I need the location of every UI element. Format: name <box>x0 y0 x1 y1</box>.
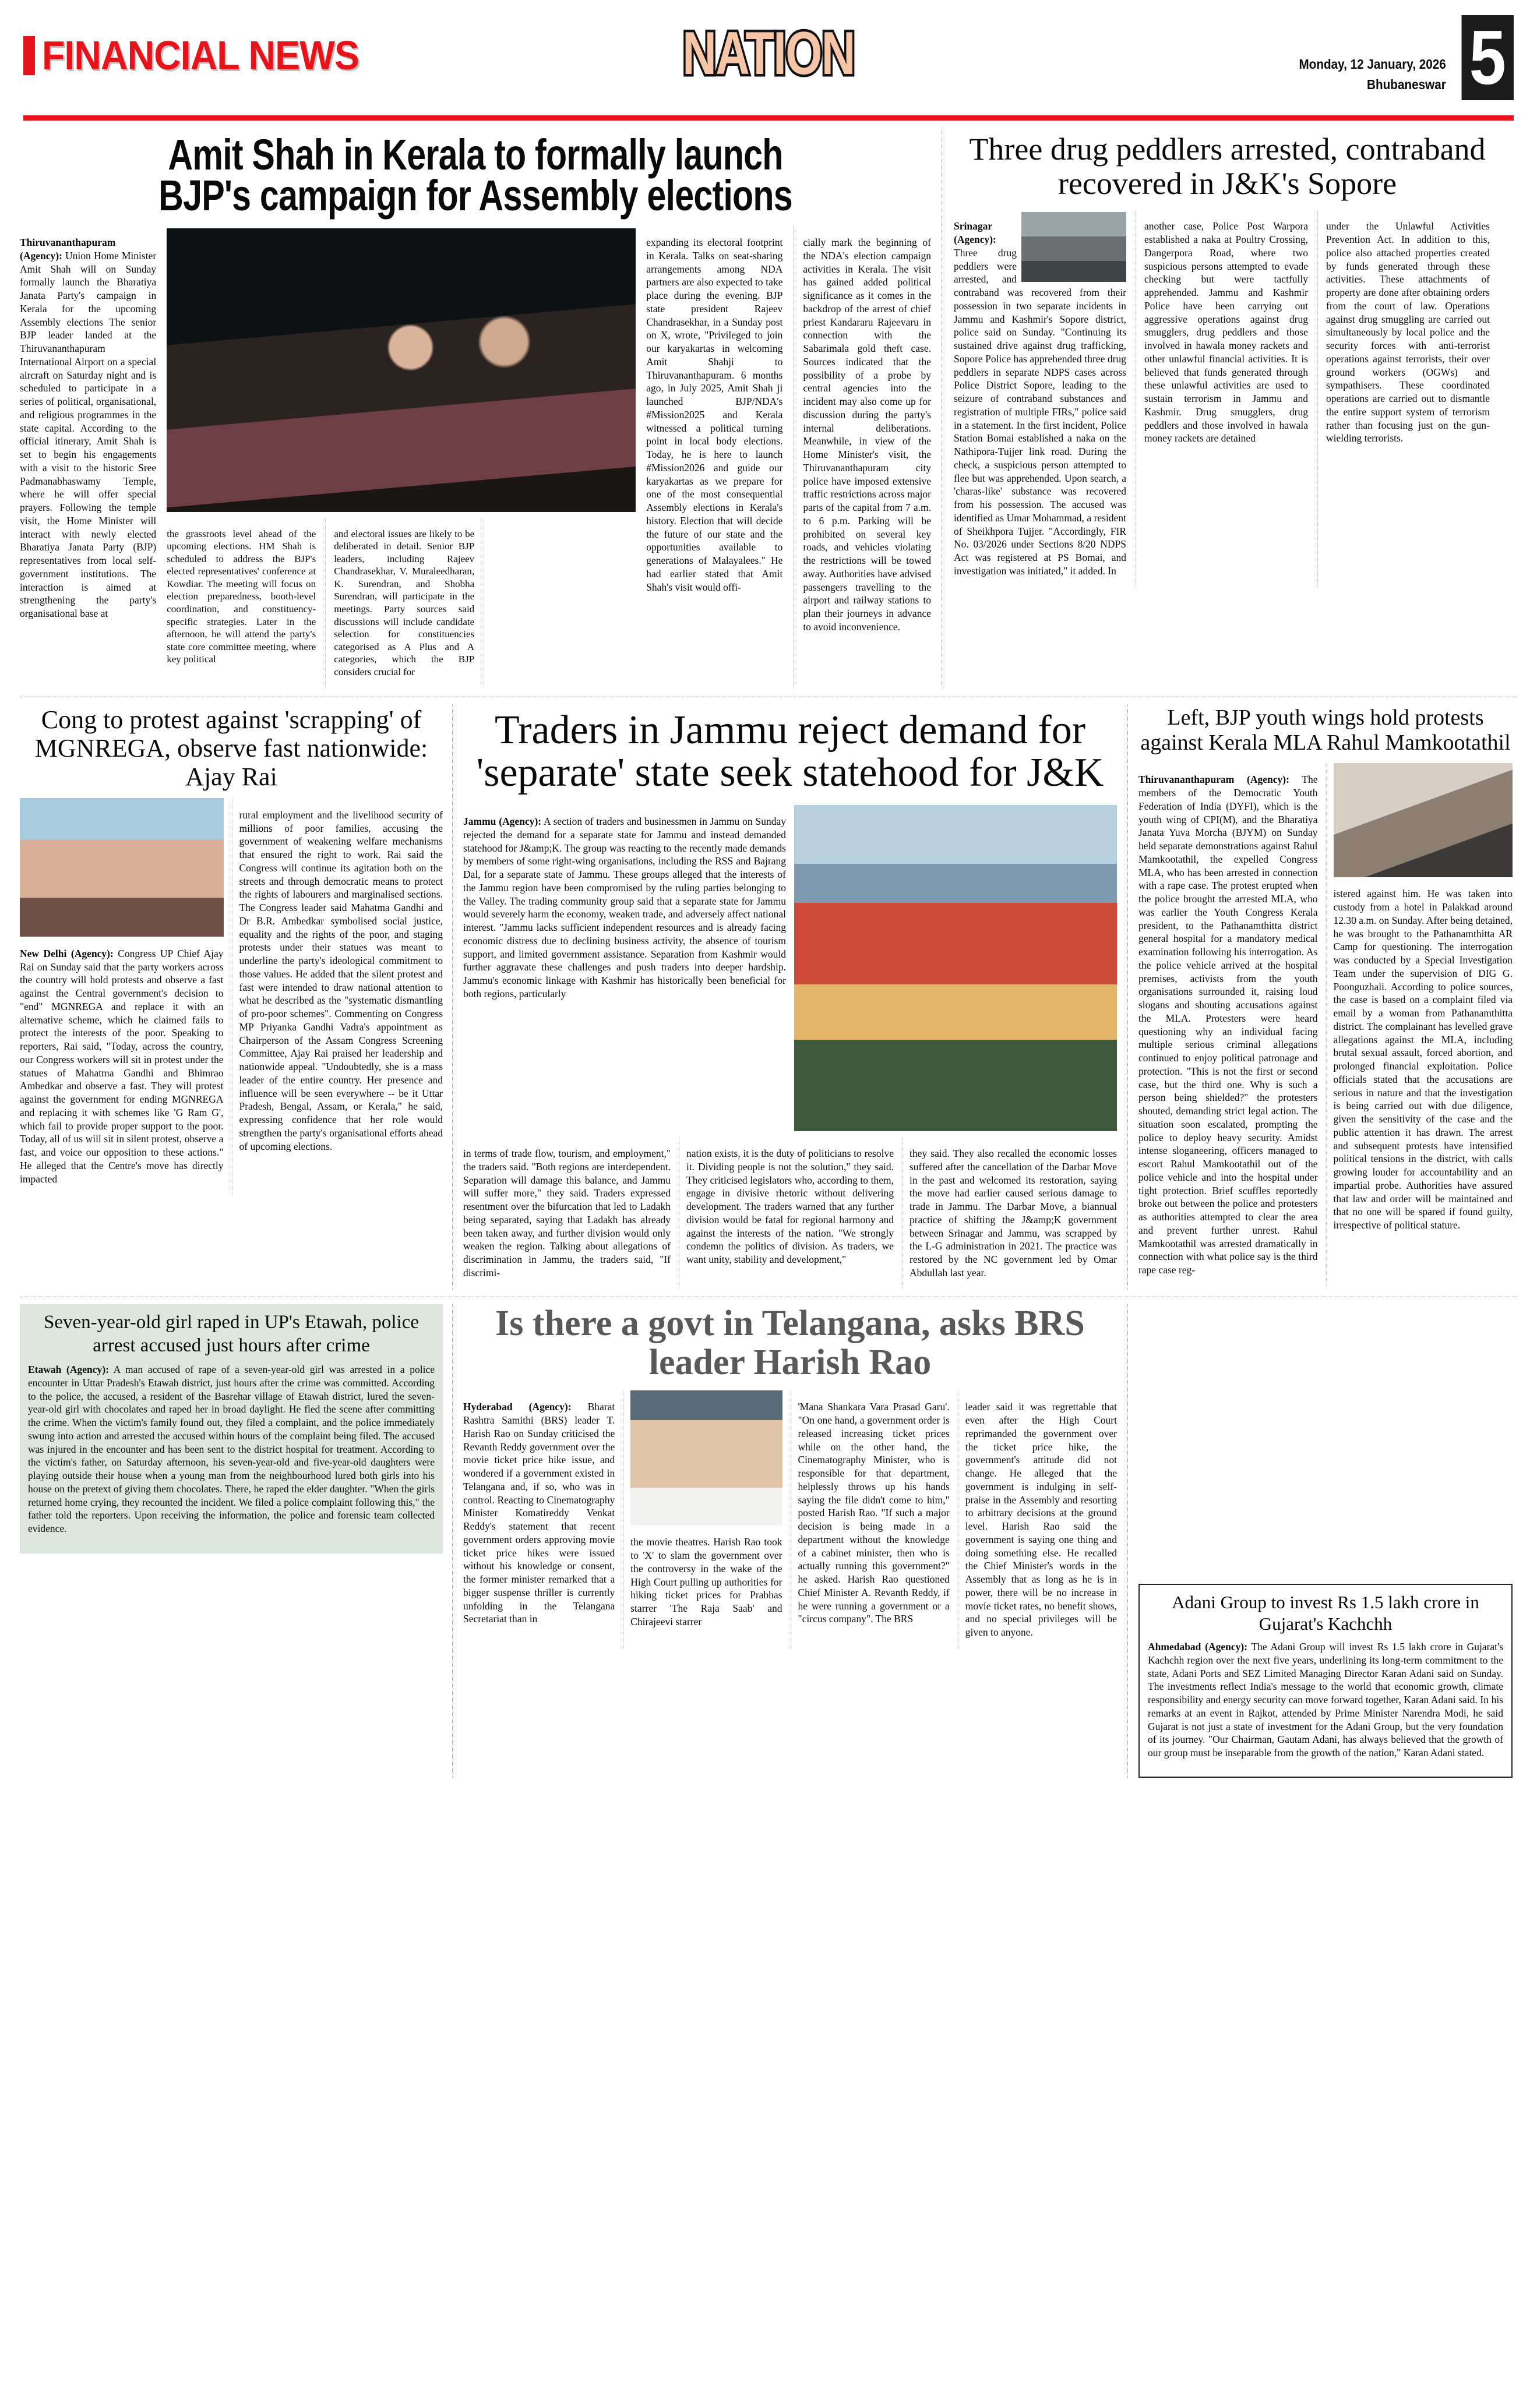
etawah-dateline: Etawah (Agency): <box>28 1364 109 1376</box>
section-middle <box>20 697 1517 1290</box>
etawah-headline: Seven-year-old girl raped in UP's Etawah, police arrest accused just hours after crime <box>44 1312 419 1356</box>
kerala-mla-headline: Left, BJP youth wings hold protests against Kerala MLA Rahul Mamkootathil <box>1140 705 1511 755</box>
cong-col-2 <box>232 798 443 1196</box>
drug-dateline: Srinagar (Agency): <box>954 220 996 246</box>
traders-headline: Traders in Jammu reject demand for 'separate' state seek statehood for J&K <box>476 707 1104 796</box>
kerala-mla-col-1-text <box>1138 773 1318 1277</box>
cong-columns <box>20 798 443 1196</box>
traders-col-1-text <box>463 815 786 1001</box>
cong-col-1 <box>20 798 224 1196</box>
masthead <box>20 15 1517 113</box>
adani-story <box>1128 1304 1513 1778</box>
telangana-col-4-body: leader said it was regrettable that even after the High Court reprimanded the government over the ticket price hike, the government's attitude did not change. He alleged that the government is indulging in self-praise in the Assembly and resorting to arbitrary decisions at the ground level. Harish Rao said the government is saying one thing and doing something else. He recalled the Chief Minister's words in the Assembly that as long as he is in power, there will be no increase in movie ticket rates, no benefit shows, and no special privileges will be given to anyone. <box>965 1401 1117 1639</box>
lead-photo-amit-shah <box>167 228 636 512</box>
telangana-photo-harish-rao <box>630 1390 782 1526</box>
telangana-col-1-text <box>463 1400 615 1626</box>
telangana-col-3-body: 'Mana Shankara Vara Prasad Garu'. "On one hand, a government order is released increasing ticket prices while on the other hand, the Cinematography Minister, who is responsible for that department, helplessly throws up his hands saying the file didn't come to him," posted Harish Rao. "If such a major decision is being made in a department without the knowledge of a cabinet minister, then who is actually running this government?" he asked. Harish Rao questioned Chief Minister A. Revanth Reddy, if he were running a government or a "circus company". The BRS <box>798 1401 950 1625</box>
kerala-mla-photo <box>1334 763 1513 877</box>
kerala-mla-col-2 <box>1326 763 1513 1287</box>
telangana-col-2-body: the movie theatres. Harish Rao took to 'X' to slam the government over the controversy in the wake of the High Court pulling up authorities for hiking ticket prices for Prabhas starrer 'The Raja Saab' and Chirajeevi starrer <box>630 1536 782 1627</box>
page-number-badge: 5 <box>1462 15 1514 100</box>
traders-dateline: Jammu (Agency): <box>463 815 542 828</box>
traders-story <box>452 705 1128 1290</box>
publication-title: FINANCIAL NEWS <box>42 33 359 78</box>
drug-story <box>942 129 1501 688</box>
kerala-mla-col-1 <box>1138 763 1318 1287</box>
telangana-col-1 <box>463 1390 615 1650</box>
adani-body-text <box>1148 1640 1503 1760</box>
adani-headline: Adani Group to invest Rs 1.5 lakh crore in Gujarat's Kachchh <box>1172 1592 1479 1634</box>
telangana-dateline: Hyderabad (Agency): <box>463 1401 572 1413</box>
kerala-mla-story <box>1128 705 1513 1290</box>
lead-col-1-text <box>20 236 156 620</box>
telangana-columns <box>463 1390 1117 1650</box>
traders-columns-bottom <box>463 1137 1117 1290</box>
masthead-rule <box>23 115 1514 121</box>
cong-headline: Cong to protest against 'scrapping' of MGNREGA, observe fast nationwide: Ajay Rai <box>34 705 428 792</box>
lead-photo-wrap <box>167 226 636 688</box>
telangana-headline: Is there a govt in Telangana, asks BRS leader Harish Rao <box>495 1304 1085 1382</box>
traders-columns-top <box>463 805 1117 1131</box>
telangana-story <box>452 1304 1128 1778</box>
traders-col-3-body: nation exists, it is the duty of politicians to resolve it. Dividing people is not the solution," they said. They criticised legislators who, according to them, engage in divisive rhetoric without delivering development. The traders warned that any further division would be fatal for regional harmony and against the interests of the nation. "We strongly condemn the politics of division. As traders, we want unity, stability and development," <box>686 1147 894 1266</box>
traders-col-1-body: A section of traders and businessmen in Jammu on Sunday rejected the demand for a separate state for Jammu and instead demanded statehood for J&amp;K. The group was reacting to the recently made demands by members of some right-wing organisations, including the RSS and Bajrang Dal, for a separate state of Jammu. These groups alleged that the interests of the Jammu region have been compromised by the ruling parties belonging to the Valley. The trading community group said that a separate state for Jammu would severely harm the economy, weaken trade, and adversely affect national interest. "Jammu lacks sufficient independent resources and is already facing economic distress due to declining business activity, the absence of tourism support, and limited government assistance. Separation from Kashmir would further aggravate these challenges and push traders into deeper hardship. Jammu's economic linkage with Kashmir has historically been beneficial for both regions, particularly <box>463 815 786 1000</box>
lead-col-1 <box>20 226 156 688</box>
dateline-block <box>1299 54 1453 100</box>
adani-dateline: Ahmedabad (Agency): <box>1148 1641 1248 1653</box>
masthead-right <box>1282 15 1514 100</box>
traders-col-3 <box>679 1137 894 1290</box>
cong-story <box>20 705 452 1290</box>
drug-col-1-body: Three drug peddlers were arrested, and contraband was recovered from their possession in two separate incidents in Jammu and Kashmir's Sopore district, police said on Sunday. "Continuing its sustained drive against drug trafficking, Sopore Police has apprehended three drug peddlers in separate NDPS cases across Police District Sopore, leading to the seizure of contraband substances and registration of multiple FIRs," police said in a statement. In the first incident, Police Station Bomai established a naka on the Nathipora-Tujjer link road. During the check, a suspicious person attempted to flee but was apprehended. Upon search, a 'charas-like' substance was recovered from his possession. The accused was identified as Umar Mohammad, a resident of Sheikhpora Tujjer. "Accordingly, FIR No. 03/2026 under Sections 8/20 NDPS Act was registered at PS Bomai, and investigation was initiated," it added. In <box>954 246 1126 577</box>
traders-col-4 <box>902 1137 1117 1290</box>
section-bottom <box>20 1297 1517 1778</box>
cong-col-1-text <box>20 947 224 1186</box>
masthead-center <box>658 20 879 87</box>
etawah-story <box>20 1304 452 1778</box>
lead-col-2 <box>167 518 316 688</box>
drug-col-2-body: another case, Police Post Warpora established a naka at Poultry Crossing, Dangerpora Road, where two suspicious persons attempted to evade checking but were tactfully apprehended. Jammu and Kashmir Police have been carrying out aggressive operations against drug smugglers, drug peddlers and those involved in hawala money rackets and other unlawful financial activities. It is believed that funds generated through these unlawful activities are used to sustain terrorism in Jammu and Kashmir. Drug smugglers, drug peddlers and those involved in hawala money rackets are detained <box>1144 220 1308 444</box>
drug-photo <box>1021 212 1126 282</box>
kerala-mla-col-2-body: istered against him. He was taken into custody from a hotel in Palakkad around 12.30 a.m. on Sunday. After being detained, he was brought to the Pathanamthitta AR Camp for questioning. The interrogation was conducted by a Special Investigation Team under the supervision of DIG G. Poonguzhali. According to police sources, the case is based on a complaint filed via email by a woman from Pathanamthitta district. The complainant has levelled grave allegations against the MLA, including brutal sexual assault, forced abortion, and prolonged financial exploitation. Police officials stated that the accusations are serious in nature and that the investigation is being carried out with due diligence, given the sensitivity of the case and the public attention it has drawn. The arrest and subsequent protests have intensified political tensions in the district, with calls growing louder for accountability and an impartial probe. Authorities have assured that law and order will be maintained and that no one will be spared if found guilty, irrespective of political stature. <box>1333 888 1513 1231</box>
lead-col-2-body: the grassroots level ahead of the upcoming elections. HM Shah is scheduled to address the BJP's elected representatives' conference at Kowdiar. The meeting will focus on election preparedness, booth-level coordination, and constituency-specific strategies. Later in the afternoon, he will attend the party's state core committee meeting, where key political <box>167 528 316 665</box>
red-bar-accent <box>23 36 35 75</box>
kerala-mla-col-1-body: The members of the Democratic Youth Federation of India (DYFI), which is the youth wing of CPI(M), and the Bharatiya Janata Yuva Morcha (BJYM) on Sunday held separate demonstrations against Rahul Mamkootathil, the expelled Congress MLA, who has been arrested in connection with a rape case. The protest erupted when the police brought the arrested MLA, who was earlier the Youth Congress Kerala president, to the Pathanamthitta district general hospital for a mandatory medical examination following his interrogation. As the police vehicle arrived at the hospital premises, activists from the youth organisations surrounded it, raising loud slogans and shouting accusations against the MLA. Protesters were heard questioning why an individual facing multiple serious criminal allegations continued to enjoy political patronage and protection. "This is not the first or second case, but the third one. Why is such a person being shielded?" the protesters shouted, demanding strict legal action. The situation soon escalated, prompting the police to deploy heavy security. Amidst intense sloganeering, officers managed to escort Rahul Mamkootathil out of the police vehicle and into the hospital under tight protection. Brief scuffles reportedly broke out between the police and protesters as authorities attempted to clear the area and prevent further unrest. Rahul Mamkootathil was arrested dramatically in connection with what police say is the third rape case reg- <box>1138 774 1318 1276</box>
traders-col-4-body: they said. They also recalled the economic losses suffered after the cancellation of the Darbar Move in the past and welcomed its restoration, saying the move had earlier caused serious damage to trade in Jammu. The Darbar Move, a biannual practice of shifting the J&amp;K government between Srinagar and Jammu, was scrapped by the L-G administration in 2021. The practice was restored by the NC government led by Omar Abdullah last year. <box>909 1147 1117 1279</box>
cong-photo-ajay-rai <box>20 798 224 937</box>
traders-photo-protest <box>794 805 1117 1131</box>
drug-col-2 <box>1136 210 1308 588</box>
lead-col-4 <box>646 226 782 688</box>
traders-col-2 <box>463 1137 671 1290</box>
section-top <box>20 129 1517 688</box>
drug-headline: Three drug peddlers arrested, contraband recovered in J&K's Sopore <box>969 132 1486 202</box>
traders-col-1 <box>463 805 786 1131</box>
telangana-col-1-body: Bharat Rashtra Samithi (BRS) leader T. Harish Rao on Sunday criticised the Revanth Reddy government over the movie ticket price hike issue, and wondered if a government existed in Telangana and, if so, who was in control. Reacting to Cinematography Minister Komatireddy Venkat Reddy's statement that recent government orders approving movie ticket price hikes were issued without his knowledge or consent, the former minister remarked that a bigger suspense thriller is currently unfolding in the Telangana Secretariat than in <box>463 1401 615 1625</box>
cong-dateline: New Delhi (Agency): <box>20 947 114 959</box>
adani-spacer <box>1138 1304 1513 1578</box>
lead-story <box>20 129 942 688</box>
cong-col-1-body: Congress UP Chief Ajay Rai on Sunday said that the party workers across the country will hold protests and observe a fast against the Central government's decision to "end" MGNREGA and replace it with an alternative scheme, which he claimed fails to protect the interests of the poor. Speaking to reporters, Rai said, "Today, across the country, our Congress workers will sit in protest under the statues of Mahatma Gandhi and Bhimrao Ambedkar and observe a fast. They will protest against the government for ending MGNREGA and replacing it with schemes like 'G Ram G', which fail to provide proper support to the poor. Today, all of us will sit in silent protest, observe a fast, and voice our opposition to these actions." He alleged that the Centre's move has directly impacted <box>20 947 224 1185</box>
lead-columns-under-photo <box>167 518 636 688</box>
kerala-mla-dateline: Thiruvananthapuram (Agency): <box>1138 774 1289 786</box>
issue-date: Monday, 12 January, 2026 <box>1299 57 1446 72</box>
kerala-mla-columns <box>1138 763 1513 1287</box>
traders-col-2-body: in terms of trade flow, tourism, and employment," the traders said. "Both regions are interdependent. Separation will damage this balance, and Jammu will suffer more," they said. Traders expressed resentment over the bifurcation that led to Ladakh being separated, saying that Ladakh has already been taken away, and further division would only weaken the region. Talking about allegations of discrimination in Jammu, the traders said, "If discrimi- <box>463 1147 671 1279</box>
lead-columns-row1 <box>20 226 931 688</box>
etawah-body: A man accused of rape of a seven-year-old girl was arrested in a police encounter in Uttar Pradesh's Etawah district, just hours after the crime was committed. According to the police, the accused, a resident of the Basrehar village of Etawah district, lured the seven-year-old girl with chocolates and raped her in broad daylight. He fled the scene after committing the crime. When the victim's family found out, they filed a complaint, and the police immediately swung into action and arrested the accused within hours of the complaint being filed. The accused was injured in the encounter and has been sent to the district hospital for treatment. According to the victim's father, on Saturday afternoon, his seven-year-old and five-year-old daughters were playing outside their house when a young man from the neighbourhood lured both girls into his house on the pretext of giving them chocolates. There, he raped the elder daughter. "When the girls returned home crying, they recounted the incident. We filed a police complaint following this," the father told the reporters. Upon receiving the information, the police and forensic team collected evidence. <box>28 1364 435 1535</box>
cong-col-2-body: rural employment and the livelihood security of millions of poor families, accusing the government of weakening welfare mechanisms that ensured the right to work. Rai said the Congress will continue its agitation both on the streets and through democratic means to protect the rights of labourers and marginalised sections. The Congress leader said Mahatma Gandhi and Dr B.R. Ambedkar symbolised social justice, equality and the rights of the poor, and staging protests under their statues was meant to underline the party's ideological commitment to those values. He added that the silent protest and fast were intended to draw national attention to what he described as the "systematic dismantling of pro-poor schemes". Commenting on Congress MP Priyanka Gandhi Vadra's appointment as Chairperson of the Assam Congress Screening Committee, Ajay Rai praised her leadership and nationwide appeal. "Undoubtedly, she is a mass leader of the entire country. Her presence and influence will be seen everywhere -- be it Uttar Pradesh, Bengal, Assam, or Kerala," he said, expressing confidence that her role would strengthen the party's organisational efforts ahead of upcoming elections. <box>239 808 443 1152</box>
adani-body: The Adani Group will invest Rs 1.5 lakh crore in Gujarat's Kachchh region over the next five years, underlining its long-term commitment to the state, Adani Ports and SEZ Limited Managing Director Karan Adani said on Sunday. The investments reflect India's message to the world that economic growth, climate responsibility and energy security can move forward together, Karan Adani said. In his remarks at an event in Rajkot, attended by Prime Minister Narendra Modi, he said Gujarat is not just a state of investment for the Adani Group, but the very foundation of its journey. "Our Chairman, Gautam Adani, has always believed that the growth of our group must be inseparable from the growth of the nation," Karan Adani stated. <box>1148 1641 1504 1759</box>
adani-box <box>1138 1584 1513 1778</box>
telangana-col-4 <box>958 1390 1117 1650</box>
lead-col-3 <box>325 518 474 688</box>
lead-col-4-body: expanding its electoral footprint in Kerala. Talks on seat-sharing arrangements among NDA partners are also expected to take place during the evening. BJP state president Rajeev Chandrasekhar, in a Sunday post on X, wrote, "Privileged to join our karyakartas in welcoming Amit Shahji to Thiruvananthapuram. 6 months ago, in July 2025, Amit Shah ji launched BJP/NDA's #Mission2025 and Kerala witnessed a political turning point in local body elections. Today, he is here to launch #Mission2026 and guide our karyakartas as we prepare for one of the most consequential Assembly elections in Kerala's history. Election that will decide the future of our state and the opportunities available to generations of Malayalees." He had earlier stated that Amit Shah's visit would offi- <box>646 236 783 593</box>
telangana-col-3 <box>791 1390 950 1650</box>
etawah-box <box>20 1304 443 1553</box>
drug-col-1 <box>954 210 1126 588</box>
issue-city: Bhubaneswar <box>1366 76 1446 92</box>
drug-col-3 <box>1317 210 1490 588</box>
lead-col-3-body: and electoral issues are likely to be deliberated in detail. Senior BJP leaders, including Rajeev Chandrasekhar, V. Muraleedharan, K. Surendran, and Shobha Surendran, will participate in the meetings. Party sources said discussions will include candidate selection for constituencies categorised as A Plus and A categories, which the BJP considers crucial for <box>334 528 475 677</box>
drug-col-3-body: under the Unlawful Activities Prevention Act. In addition to this, police also attached properties created by funds generated through these activities. These attachments of property are done after obtaining orders from the court of law. Operations against drug smuggling are carried out simultaneously by local police and the security forces with anti-terrorist operations against terrorists, their over ground workers (OGWs) and sympathisers. These coordinated operations are carried out to dismantle the entire support system of terrorism rather than focusing just on the gun-wielding terrorists. <box>1326 220 1490 444</box>
section-title: NATION <box>682 20 855 87</box>
traders-photo-col <box>794 805 1117 1131</box>
drug-columns <box>954 210 1501 588</box>
lead-dateline: Thiruvananthapuram (Agency): <box>20 236 116 262</box>
lead-col-3b <box>484 518 633 688</box>
masthead-left <box>23 33 386 78</box>
etawah-body-text <box>28 1363 435 1535</box>
lead-col-5 <box>793 226 931 688</box>
telangana-col-2 <box>623 1390 782 1650</box>
lead-headline: Amit Shah in Kerala to formally launch BJP's campaign for Assembly elections <box>158 130 792 220</box>
lead-col-1-body: Union Home Minister Amit Shah will on Sunday formally launch the Bharatiya Janata Party's campaign in Kerala for the upcoming Assembly elections The senior BJP leader landed at the Thiruvananthapuram International Airport on a special aircraft on Saturday night and is scheduled to participate in a series of political, organisational, and religious programmes in the state capital. According to the official itinerary, Amit Shah is set to begin his engagements with a visit to the historic Sree Padmanabhaswamy Temple, where he will offer special prayers. Following the temple visit, the Home Minister will interact with newly elected Bharatiya Janata Party (BJP) representatives from local self-government institutions. The interaction is aimed at strengthening the party's organisational base at <box>20 249 157 620</box>
lead-col-5-body: cially mark the beginning of the NDA's election campaign activities in Kerala. The visit has gained added political significance as it comes in the backdrop of the arrest of chief priest Kandararu Rajeevaru in connection with the Sabarimala gold theft case. Sources indicated that the possibility of a probe by central agencies into the incident may also come up for discussion during the party's internal deliberations. Meanwhile, in view of the Home Minister's visit, the Thiruvananthapuram city police have imposed extensive traffic restrictions across major parts of the capital from 7 a.m. to 6 p.m. Parking will be prohibited on several key roads, and vehicles violating the restrictions will be towed away. Authorities have advised passengers travelling to the airport and railway stations to plan their journeys in advance to avoid inconvenience. <box>803 236 931 633</box>
